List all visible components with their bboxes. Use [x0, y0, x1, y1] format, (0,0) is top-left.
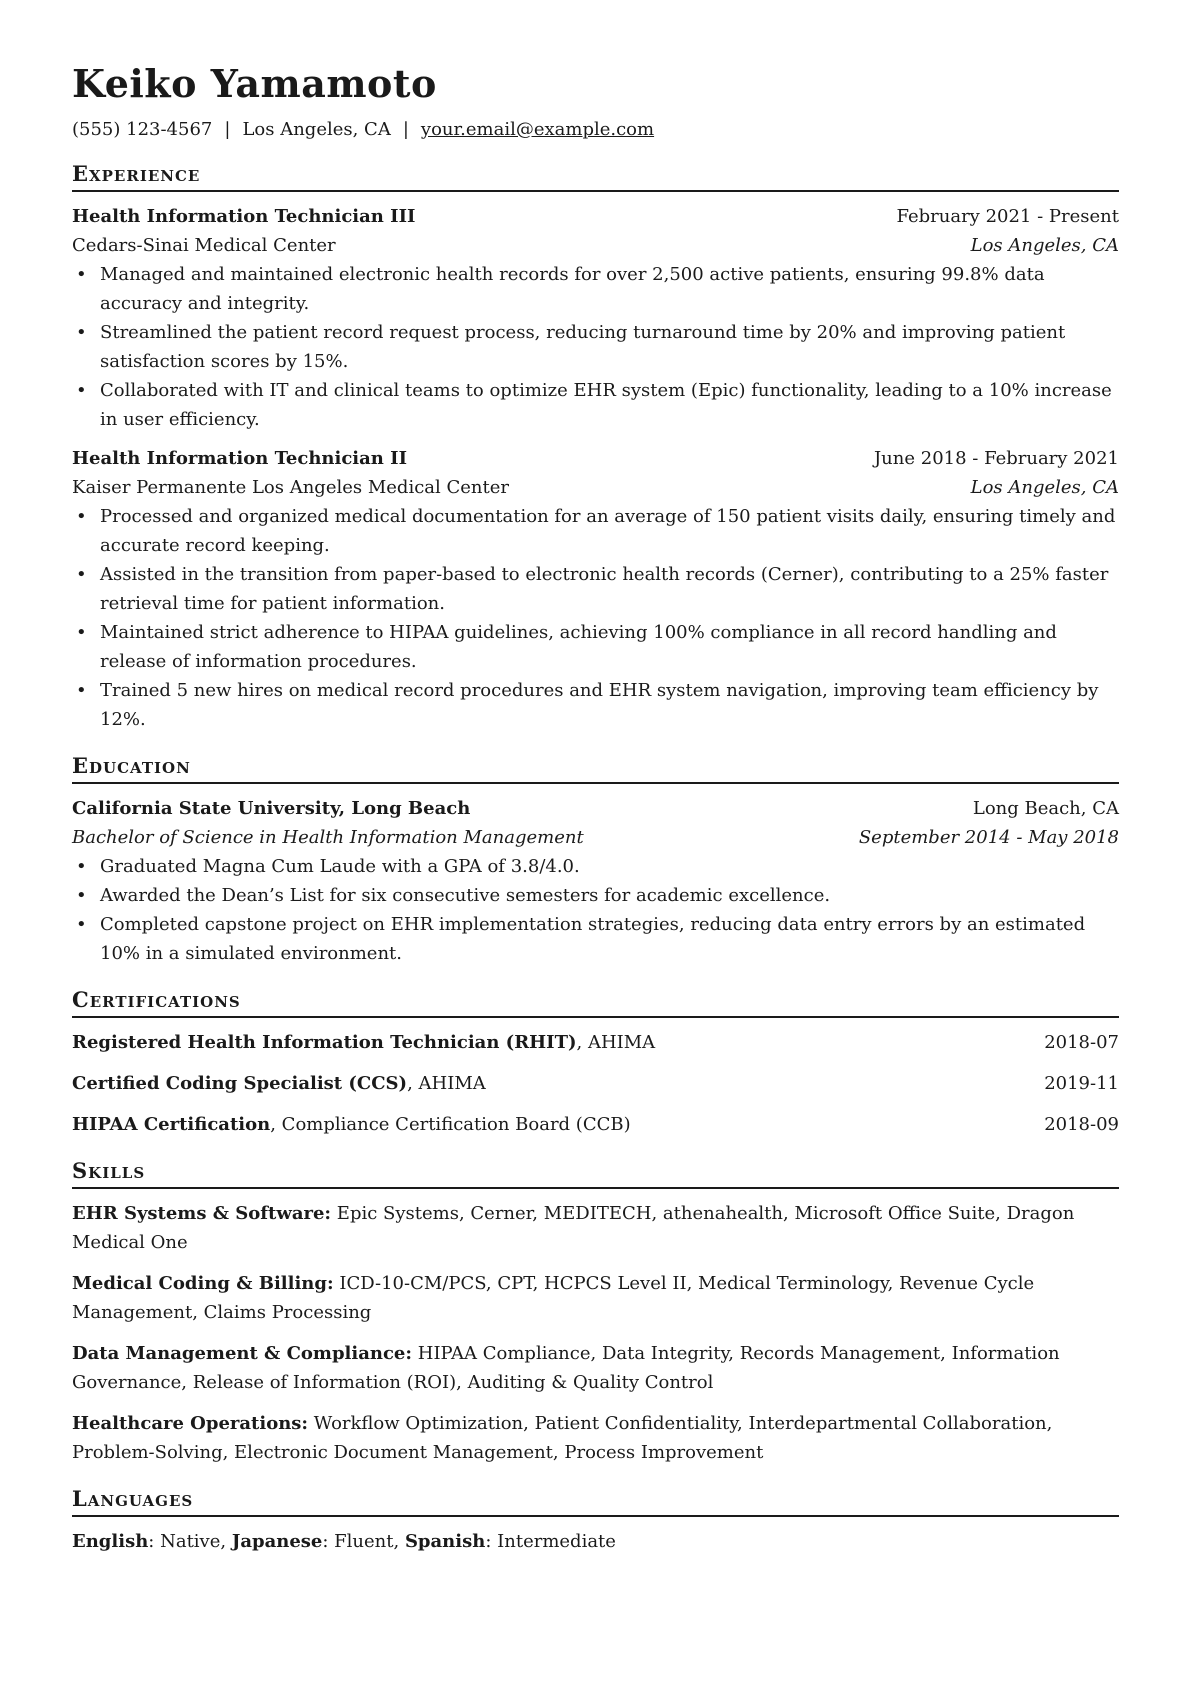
certification-date: 2019-11: [1044, 1073, 1119, 1094]
contact-separator: |: [224, 119, 231, 140]
language-name: Japanese: [231, 1531, 323, 1552]
contact-line: [72, 118, 1119, 142]
skill-group: [72, 1339, 1119, 1397]
candidate-name: Keiko Yamamoto: [72, 61, 437, 106]
job-company: Cedars-Sinai Medical Center: [72, 235, 336, 256]
section-title-certifications: Certifications: [72, 986, 1119, 1018]
job-entry: [72, 444, 1119, 734]
education-bullets: [72, 852, 1119, 968]
job-location: Los Angeles, CA: [970, 235, 1119, 256]
job-bullets: [72, 260, 1119, 434]
bullet-item: • Completed capstone project on EHR implementation strategies, reducing data entry errors by an estimated 10% in a simulated environment.: [100, 910, 1119, 968]
section-title-experience: Experience: [72, 160, 1119, 192]
certification-row: [72, 1069, 1119, 1098]
certifications-section: [72, 986, 1119, 1139]
certification-name: Registered Health Information Technician (RHIT): [72, 1032, 577, 1053]
school-name: California State University, Long Beach: [72, 798, 471, 819]
skill-label: Medical Coding & Billing:: [72, 1273, 334, 1294]
language-level: : Native,: [148, 1531, 232, 1552]
email-link[interactable]: your.email@example.com: [420, 119, 655, 140]
bullet-item: • Managed and maintained electronic health records for over 2,500 active patients, ensuring 99.8% data accuracy and integrity.: [100, 260, 1119, 318]
bullet-item: • Assisted in the transition from paper-based to electronic health records (Cerner), contributing to a 25% faster retrieval time for patient information.: [100, 560, 1119, 618]
degree-name: Bachelor of Science in Health Information Management: [72, 827, 584, 848]
phone-number: (555) 123-4567: [72, 119, 213, 140]
skill-group: [72, 1269, 1119, 1327]
language-name: Spanish: [404, 1531, 486, 1552]
job-bullets: [72, 502, 1119, 734]
bullet-item: • Graduated Magna Cum Laude with a GPA of 3.8/4.0.: [100, 852, 1119, 881]
skill-text: ICD-10-CM/PCS, CPT, HCPCS Level II, Medical Terminology, Revenue Cycle Management, Claims Processing: [72, 1273, 1035, 1323]
education-dates: September 2014 - May 2018: [858, 827, 1119, 848]
certification-issuer: , AHIMA: [576, 1032, 656, 1053]
certification-row: [72, 1110, 1119, 1139]
job-dates: February 2021 - Present: [896, 206, 1119, 227]
certification-date: 2018-07: [1044, 1032, 1119, 1053]
section-title-skills: Skills: [72, 1157, 1119, 1189]
bullet-item: • Trained 5 new hires on medical record procedures and EHR system navigation, improving team efficiency by 12%.: [100, 676, 1119, 734]
bullet-item: • Streamlined the patient record request process, reducing turnaround time by 20% and improving patient satisfaction scores by 15%.: [100, 318, 1119, 376]
languages-line: [72, 1527, 1119, 1556]
skill-label: EHR Systems & Software:: [72, 1203, 332, 1224]
bullet-item: • Processed and organized medical documentation for an average of 150 patient visits daily, ensuring timely and accurate record keeping.: [100, 502, 1119, 560]
certification-issuer: , Compliance Certification Board (CCB): [270, 1114, 631, 1135]
skill-label: Data Management & Compliance:: [72, 1343, 413, 1364]
job-role: Health Information Technician II: [72, 448, 407, 469]
school-location: Long Beach, CA: [972, 798, 1119, 819]
section-title-languages: Languages: [72, 1485, 1119, 1517]
contact-separator: |: [402, 119, 409, 140]
skill-text: HIPAA Compliance, Data Integrity, Records Management, Information Governance, Release of Information (ROI), Auditing & Quality Control: [72, 1343, 1060, 1393]
skill-group: [72, 1199, 1119, 1257]
bullet-item: • Collaborated with IT and clinical teams to optimize EHR system (Epic) functionality, leading to a 10% increase in user efficiency.: [100, 376, 1119, 434]
certification-issuer: , AHIMA: [407, 1073, 486, 1094]
certification-row: [72, 1028, 1119, 1057]
certification-name: HIPAA Certification: [72, 1114, 271, 1135]
section-title-education: Education: [72, 752, 1119, 784]
languages-section: [72, 1485, 1119, 1556]
language-name: English: [72, 1531, 149, 1552]
job-dates: June 2018 - February 2021: [873, 448, 1119, 469]
skill-text: Workflow Optimization, Patient Confidentiality, Interdepartmental Collaboration, Problem-Solving, Electronic Document Management, Process Improvement: [72, 1413, 1053, 1463]
contact-location: Los Angeles, CA: [242, 119, 391, 140]
resume-header: [72, 58, 1119, 142]
skills-section: [72, 1157, 1119, 1467]
skill-text: Epic Systems, Cerner, MEDITECH, athenahealth, Microsoft Office Suite, Dragon Medical One: [72, 1203, 1075, 1253]
certification-name: Certified Coding Specialist (CCS): [72, 1073, 408, 1094]
job-entry: [72, 202, 1119, 434]
job-role: Health Information Technician III: [72, 206, 416, 227]
bullet-item: • Maintained strict adherence to HIPAA guidelines, achieving 100% compliance in all record handling and release of information procedures.: [100, 618, 1119, 676]
job-location: Los Angeles, CA: [970, 477, 1119, 498]
experience-section: [72, 160, 1119, 734]
bullet-item: • Awarded the Dean’s List for six consecutive semesters for academic excellence.: [100, 881, 1119, 910]
education-section: [72, 752, 1119, 968]
skill-group: [72, 1409, 1119, 1467]
certification-date: 2018-09: [1044, 1114, 1119, 1135]
skill-label: Healthcare Operations:: [72, 1413, 309, 1434]
language-level: : Intermediate: [485, 1531, 616, 1552]
language-level: : Fluent,: [322, 1531, 405, 1552]
job-company: Kaiser Permanente Los Angeles Medical Center: [72, 477, 510, 498]
